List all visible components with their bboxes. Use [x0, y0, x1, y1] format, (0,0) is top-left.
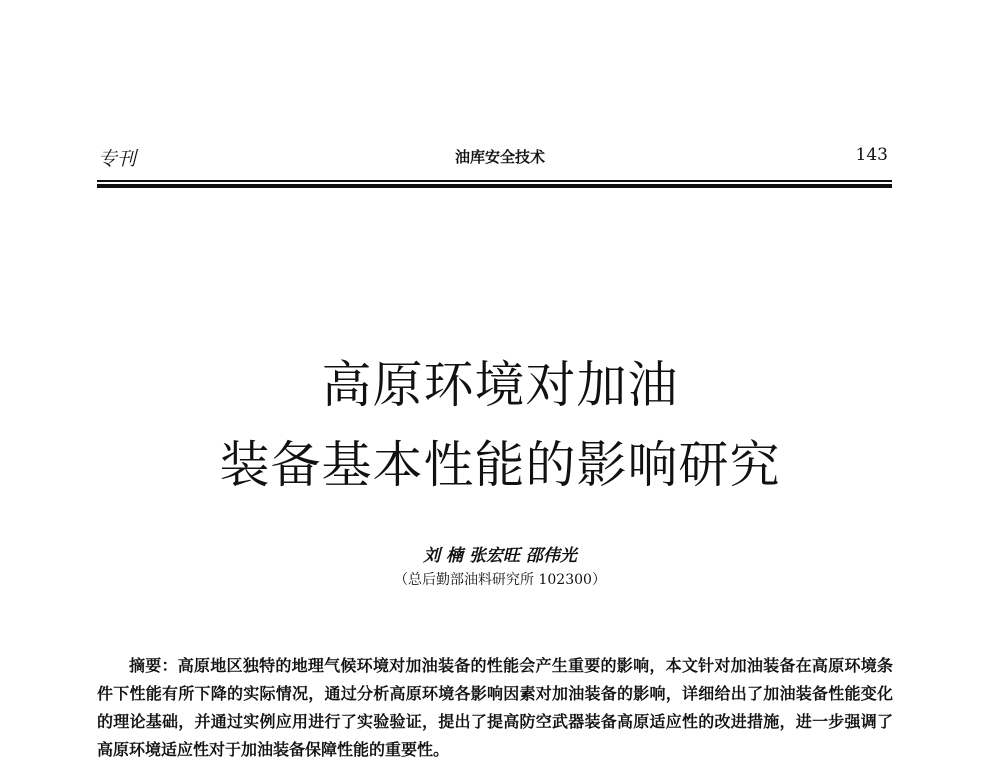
page-number: 143 — [855, 145, 888, 165]
paper-title-line-1: 高原环境对加油 — [321, 356, 679, 414]
journal-name: 油库安全技术 — [454, 148, 545, 166]
header-rule-thin — [97, 180, 892, 182]
abstract-text: 高原地区独特的地理气候环境对加油装备的性能会产生重要的影响，本文针对加油装备在高原环境条件下性能有所下降的实际情况，通过分析高原环境各影响因素对加油装备的影响，详细给出了加油装备性能变化的理论基础，并通过实例应用进行了实验验证，提出了提高防空武器装备高原适应性的改进措施，进一步强调了高原环境适应性对于加油装备保障性能的重要性。 — [97, 656, 893, 759]
abstract-label: 摘要： — [129, 656, 178, 675]
author-affiliation: （总后勤部油料研究所 102300） — [394, 572, 606, 588]
header-rule-thick — [97, 184, 892, 188]
paper-authors: 刘 楠 张宏旺 邵伟光 — [423, 546, 577, 566]
journal-section-label: 专刊 — [98, 148, 137, 170]
abstract-paragraph — [97, 652, 893, 764]
paper-title-line-2: 装备基本性能的影响研究 — [219, 436, 781, 494]
